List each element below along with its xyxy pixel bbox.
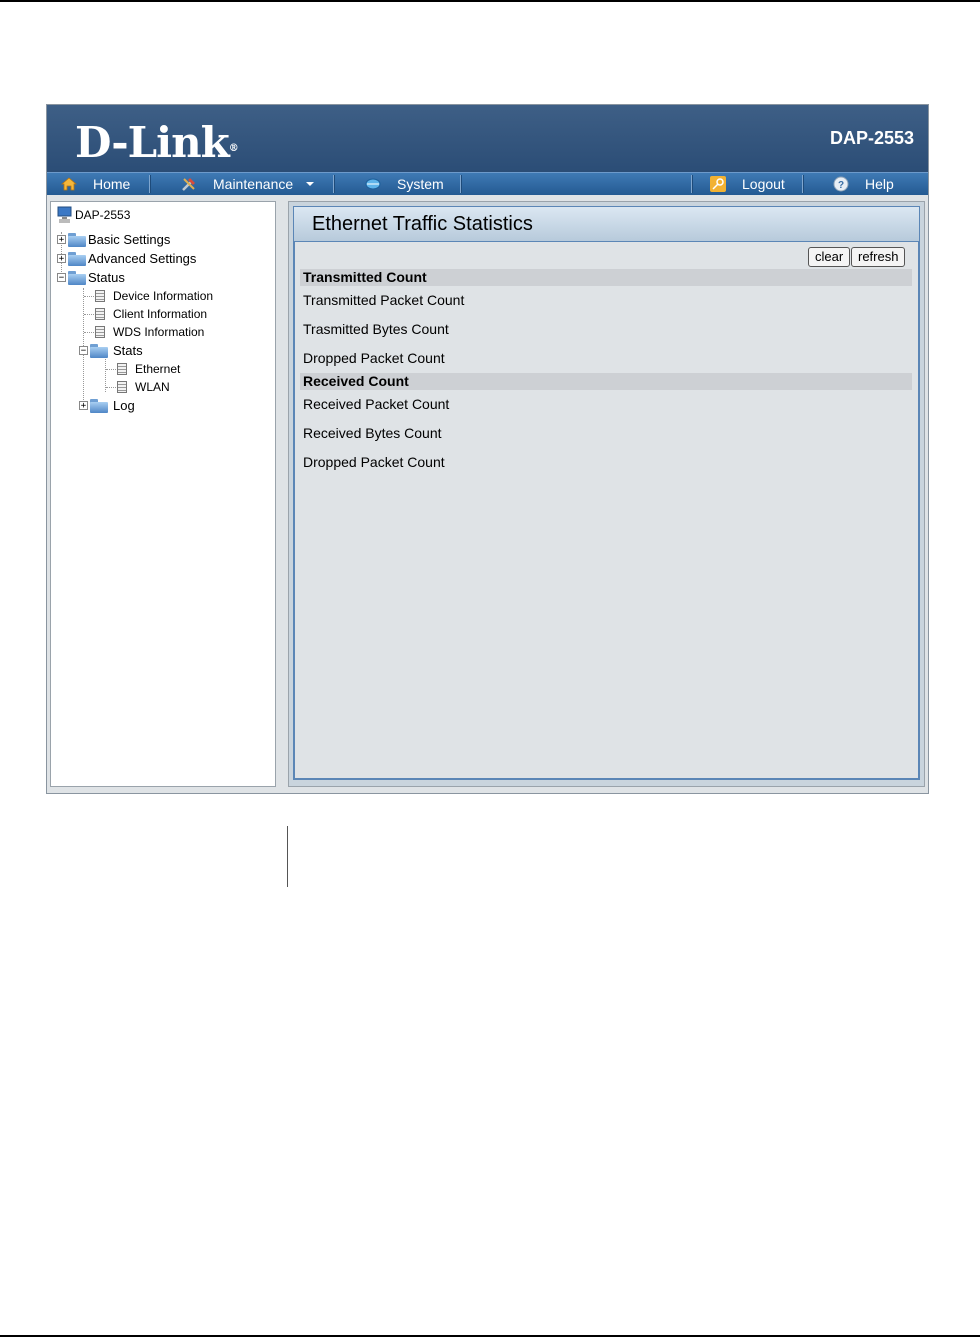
expand-icon[interactable]: + xyxy=(58,254,65,264)
help-icon xyxy=(833,176,849,192)
tree-item-wlan[interactable] xyxy=(117,380,170,394)
tree-item-label: Status xyxy=(88,270,125,285)
tree-item-label: WLAN xyxy=(135,380,170,394)
margin-rule xyxy=(287,826,288,887)
nav-bar xyxy=(47,172,928,195)
document-icon xyxy=(95,290,105,302)
navigation-tree xyxy=(50,201,276,787)
expand-icon[interactable]: + xyxy=(58,235,65,245)
nav-system-label: System xyxy=(397,176,444,192)
nav-system[interactable] xyxy=(365,173,444,195)
folder-icon xyxy=(68,233,86,247)
received-packet-count-label: Received Packet Count xyxy=(303,396,450,412)
tree-item-label: WDS Information xyxy=(113,325,205,339)
document-icon xyxy=(117,381,127,393)
collapse-icon[interactable]: − xyxy=(58,273,65,283)
tree-item-label: Device Information xyxy=(113,289,214,303)
nav-home[interactable] xyxy=(61,173,130,195)
tree-item-client-information[interactable] xyxy=(95,307,207,321)
nav-separator xyxy=(333,175,335,193)
tree-root-label: DAP-2553 xyxy=(75,208,131,222)
svg-text:?: ? xyxy=(837,180,845,191)
tree-line xyxy=(106,387,116,388)
nav-help-label: Help xyxy=(865,176,894,192)
document-icon xyxy=(117,363,127,375)
transmitted-bytes-count-label: Trasmitted Bytes Count xyxy=(303,321,449,337)
collapse-icon[interactable]: − xyxy=(80,346,87,356)
chevron-down-icon xyxy=(305,181,315,187)
received-count-header: Received Count xyxy=(300,373,912,390)
transmitted-count-header: Transmitted Count xyxy=(300,269,912,286)
content-panel xyxy=(288,201,925,787)
tree-item-label: Basic Settings xyxy=(88,232,171,247)
tree-item-label: Client Information xyxy=(113,307,208,321)
refresh-button[interactable]: refresh xyxy=(851,247,905,267)
dlink-logo: D-Link® xyxy=(75,118,238,167)
nav-maintenance-label: Maintenance xyxy=(213,176,294,192)
tree-line xyxy=(106,369,116,370)
nav-help[interactable] xyxy=(833,173,894,195)
document-icon xyxy=(95,326,105,338)
statistics-panel xyxy=(293,206,920,780)
clear-button[interactable]: clear xyxy=(808,247,850,267)
tree-item-advanced-settings[interactable] xyxy=(57,251,196,266)
nav-separator xyxy=(802,175,804,193)
tree-item-label: Log xyxy=(113,398,135,413)
tools-icon xyxy=(181,176,197,192)
home-icon xyxy=(61,176,77,192)
page-title: Ethernet Traffic Statistics xyxy=(293,206,920,242)
network-icon xyxy=(365,176,381,192)
nav-maintenance[interactable] xyxy=(181,173,315,195)
tree-item-label: Advanced Settings xyxy=(88,251,197,266)
tree-item-wds-information[interactable] xyxy=(95,325,204,339)
nav-separator xyxy=(460,175,462,193)
tree-item-status[interactable] xyxy=(57,270,125,285)
tree-line xyxy=(84,314,94,315)
received-bytes-count-label: Received Bytes Count xyxy=(303,425,442,441)
top-rule xyxy=(0,0,980,2)
nav-home-label: Home xyxy=(93,176,131,192)
tree-item-basic-settings[interactable] xyxy=(57,232,170,247)
tree-item-log[interactable] xyxy=(79,398,135,413)
folder-open-icon xyxy=(90,344,108,358)
nav-logout[interactable] xyxy=(710,173,785,195)
browser-window xyxy=(46,104,929,794)
tree-item-ethernet[interactable] xyxy=(117,362,180,376)
model-name: DAP-2553 xyxy=(829,128,914,148)
folder-open-icon xyxy=(68,271,86,285)
tree-line xyxy=(84,332,94,333)
expand-icon[interactable]: + xyxy=(80,401,87,411)
tree-item-label: Stats xyxy=(113,343,143,358)
nav-separator xyxy=(149,175,151,193)
document-icon xyxy=(95,308,105,320)
tree-line xyxy=(84,296,94,297)
key-icon xyxy=(710,176,726,192)
tree-root[interactable] xyxy=(57,206,130,224)
header-banner xyxy=(47,105,928,172)
nav-logout-label: Logout xyxy=(742,176,785,192)
bottom-rule xyxy=(0,1335,980,1337)
nav-separator xyxy=(691,175,693,193)
tree-item-stats[interactable] xyxy=(79,343,143,358)
tree-item-label: Ethernet xyxy=(135,362,181,376)
transmitted-packet-count-label: Transmitted Packet Count xyxy=(303,292,465,308)
tree-item-device-information[interactable] xyxy=(95,289,213,303)
folder-icon xyxy=(90,399,108,413)
computer-icon xyxy=(57,206,73,224)
received-dropped-packet-count-label: Dropped Packet Count xyxy=(303,454,445,470)
transmitted-dropped-packet-count-label: Dropped Packet Count xyxy=(303,350,445,366)
folder-icon xyxy=(68,252,86,266)
